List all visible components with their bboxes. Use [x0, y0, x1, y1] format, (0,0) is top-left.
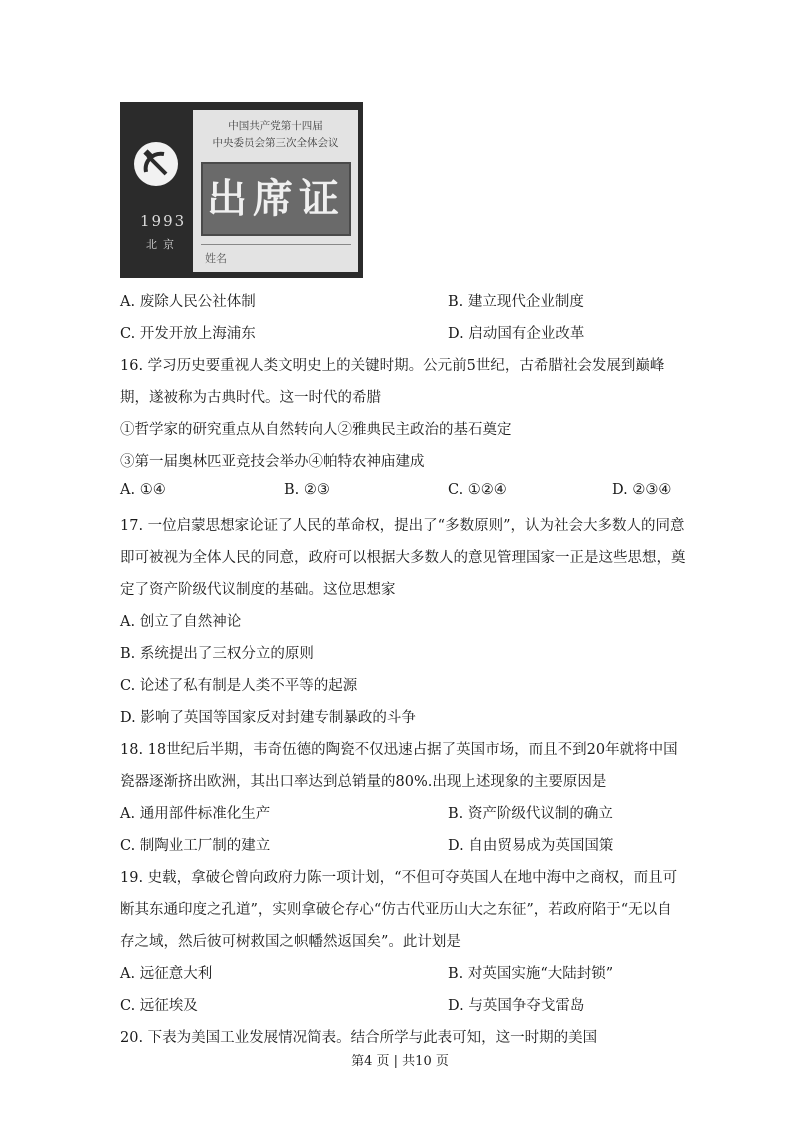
card-year: 1993 — [140, 212, 187, 230]
q17-option-d: D. 影响了英国等国家反对封建专制暴政的斗争 — [120, 710, 416, 726]
q16-option-a: A. ①④ — [120, 482, 166, 498]
q18-option-c: C. 制陶业工厂制的建立 — [120, 838, 271, 854]
q16-line-3: ①哲学家的研究重点从自然转向人②雅典民主政治的基石奠定 — [120, 422, 512, 438]
card-panel — [193, 110, 358, 272]
card-title — [193, 118, 358, 152]
q17-line-3: 定了资产阶级代议制度的基础。这位思想家 — [120, 582, 396, 598]
q16-line-1: 16. 学习历史要重视人类文明史上的关键时期。公元前5世纪，古希腊社会发展到巅峰 — [120, 358, 665, 374]
q19-option-a: A. 远征意大利 — [120, 966, 213, 982]
q17-line-2: 即可被视为全体人民的同意，政府可以根据大多数人的意见管理国家一正是这些思想，奠 — [120, 550, 686, 566]
q18-option-d: D. 自由贸易成为英国国策 — [448, 838, 614, 854]
q18-option-b: B. 资产阶级代议制的确立 — [448, 806, 613, 822]
q17-option-a: A. 创立了自然神论 — [120, 614, 242, 630]
q16-line-2: 期，遂被称为古典时代。这一时代的希腊 — [120, 390, 381, 406]
card-city: 北京 — [146, 238, 180, 251]
card-title-line2: 中央委员会第三次全体会议 — [212, 137, 339, 149]
card-seal-text: 出席证 — [207, 176, 345, 222]
q15-option-b: B. 建立现代企业制度 — [448, 294, 584, 310]
q19-option-c: C. 远征埃及 — [120, 998, 198, 1014]
q17-option-c: C. 论述了私有制是人类不平等的起源 — [120, 678, 358, 694]
q19-option-b: B. 对英国实施“大陆封锁” — [448, 966, 614, 982]
page-footer: 第4 页 | 共10 页 — [351, 1054, 449, 1069]
q18-line-2: 瓷器逐渐挤出欧洲，其出口率达到总销量的80%.出现上述现象的主要原因是 — [120, 774, 607, 790]
q19-line-3: 存之域，然后彼可树救国之帜幡然返国矣”。此计划是 — [120, 934, 461, 950]
card-name-label: 姓名 — [205, 252, 227, 265]
card-seal — [201, 162, 351, 236]
q18-option-a: A. 通用部件标准化生产 — [120, 806, 271, 822]
q17-line-1: 17. 一位启蒙思想家论证了人民的革命权，提出了“多数原则”，认为社会大多数人的同意 — [120, 518, 685, 534]
q15-option-d: D. 启动国有企业改革 — [448, 326, 585, 342]
hammer-sickle-icon — [134, 142, 178, 186]
q16-line-4: ③第一届奥林匹亚竞技会举办④帕特农神庙建成 — [120, 454, 425, 470]
q16-option-c: C. ①②④ — [448, 482, 507, 498]
attendance-card-image — [120, 102, 363, 278]
card-divider — [201, 244, 351, 245]
q20-line-1: 20. 下表为美国工业发展情况简表。结合所学与此表可知，这一时期的美国 — [120, 1030, 598, 1046]
q16-option-b: B. ②③ — [284, 482, 330, 498]
q16-option-d: D. ②③④ — [612, 482, 672, 498]
q18-line-1: 18. 18世纪后半期，韦奇伍德的陶瓷不仅迅速占据了英国市场，而且不到20年就将中国 — [120, 742, 678, 758]
q17-option-b: B. 系统提出了三权分立的原则 — [120, 646, 314, 662]
q15-option-c: C. 开发开放上海浦东 — [120, 326, 256, 342]
q15-option-a: A. 废除人民公社体制 — [120, 294, 256, 310]
q19-option-d: D. 与英国争夺戈雷岛 — [448, 998, 585, 1014]
card-left-band — [120, 102, 192, 278]
q19-line-2: 断其东通印度之孔道”，实则拿破仑存心“仿古代亚历山大之东征”，若政府陷于“无以自 — [120, 902, 672, 918]
card-title-line1: 中国共产党第十四届 — [228, 120, 323, 132]
q19-line-1: 19. 史载，拿破仑曾向政府力陈一项计划，“不但可夺英国人在地中海中之商权，而且可 — [120, 870, 678, 886]
